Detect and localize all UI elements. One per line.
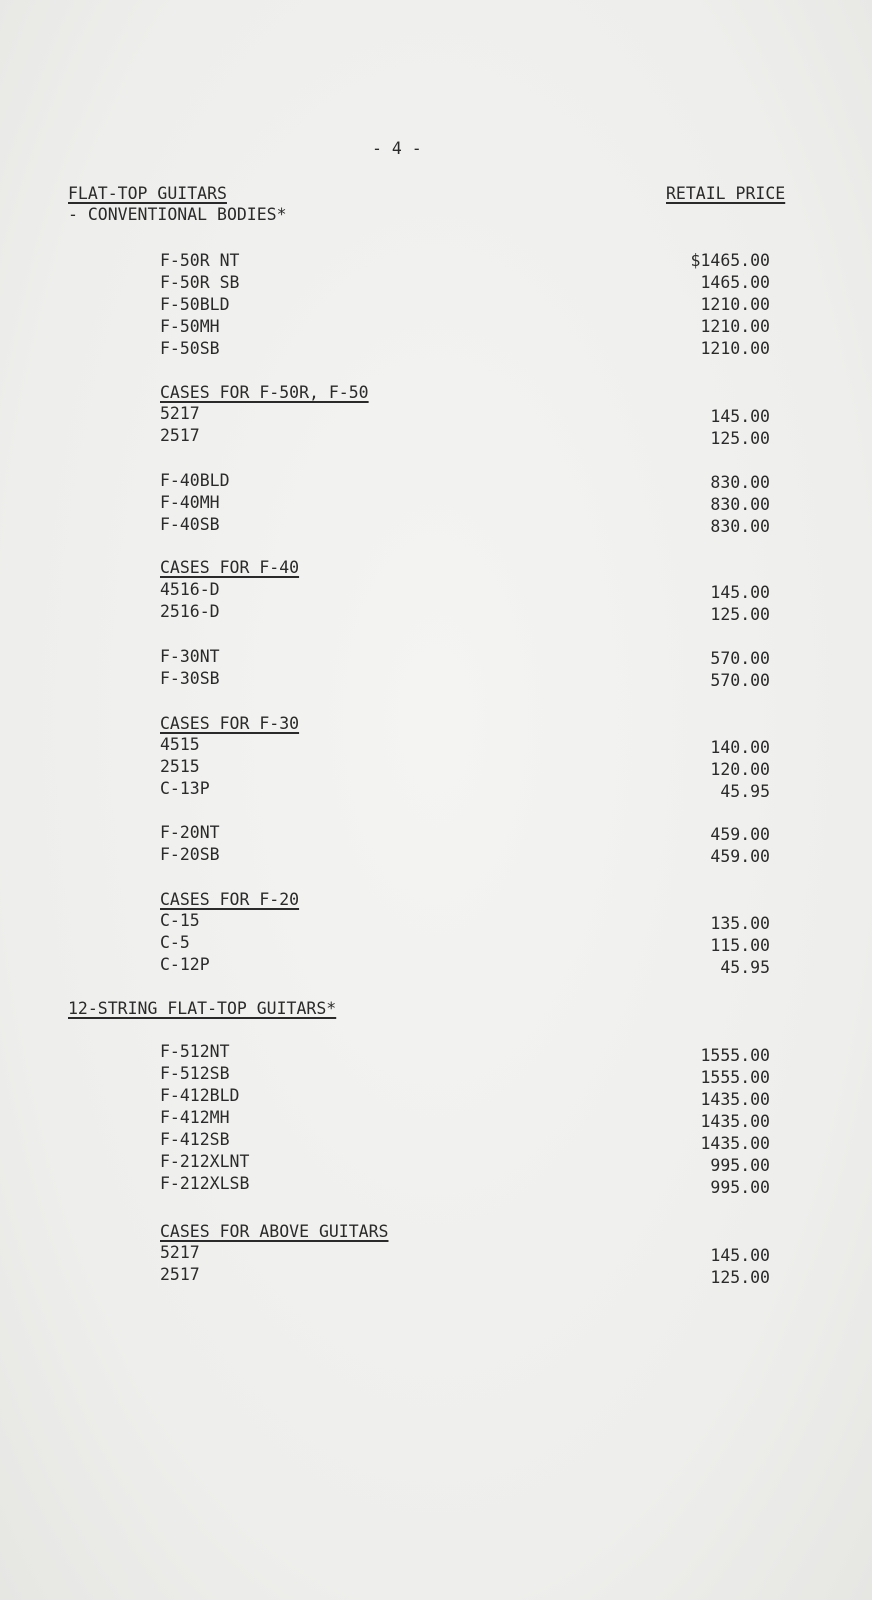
retail-price: 830.00 xyxy=(710,495,770,514)
model-name: C-15 xyxy=(160,911,200,930)
model-name: C-5 xyxy=(160,933,190,952)
model-name: C-12P xyxy=(160,955,210,974)
model-name: F-212XLNT xyxy=(160,1152,250,1171)
retail-price: 145.00 xyxy=(710,583,770,602)
retail-price: 830.00 xyxy=(710,473,770,492)
retail-price: 1210.00 xyxy=(700,339,770,358)
model-name: F-40BLD xyxy=(160,471,230,490)
retail-price: 1210.00 xyxy=(700,295,770,314)
cases-heading: CASES FOR F-30 xyxy=(160,714,300,733)
model-name: C-13P xyxy=(160,779,210,798)
model-name: 5217 xyxy=(160,404,200,423)
model-name: F-20NT xyxy=(160,823,220,842)
model-name: F-40MH xyxy=(160,493,220,512)
retail-price: 995.00 xyxy=(710,1178,770,1197)
retail-price: 140.00 xyxy=(710,738,770,757)
retail-price: 135.00 xyxy=(710,914,770,933)
model-name: 2515 xyxy=(160,757,200,776)
retail-price: 459.00 xyxy=(710,825,770,844)
retail-price: 45.95 xyxy=(720,958,770,977)
model-name: F-50BLD xyxy=(160,295,230,314)
model-name: F-50R NT xyxy=(160,251,240,270)
cases-heading: CASES FOR F-50R, F-50 xyxy=(160,383,369,402)
section-subheading-conventional: - CONVENTIONAL BODIES* xyxy=(68,205,287,224)
model-name: F-50MH xyxy=(160,317,220,336)
retail-price: 570.00 xyxy=(710,671,770,690)
retail-price: 115.00 xyxy=(710,936,770,955)
model-name: F-412BLD xyxy=(160,1086,240,1105)
retail-price: 145.00 xyxy=(710,407,770,426)
section-heading-flat-top: FLAT-TOP GUITARS xyxy=(68,184,227,203)
model-name: F-412MH xyxy=(160,1108,230,1127)
retail-price: 125.00 xyxy=(710,429,770,448)
retail-price: 1435.00 xyxy=(700,1134,770,1153)
model-name: F-50R SB xyxy=(160,273,240,292)
cases-heading: CASES FOR F-40 xyxy=(160,558,300,577)
retail-price: 120.00 xyxy=(710,760,770,779)
page-number: - 4 - xyxy=(372,139,422,158)
cases-heading: CASES FOR ABOVE GUITARS xyxy=(160,1222,389,1241)
retail-price: 1555.00 xyxy=(700,1046,770,1065)
retail-price: 1435.00 xyxy=(700,1112,770,1131)
model-name: 2516-D xyxy=(160,602,220,621)
model-name: F-20SB xyxy=(160,845,220,864)
retail-price: $1465.00 xyxy=(690,251,770,270)
model-name: 4516-D xyxy=(160,580,220,599)
retail-price: 830.00 xyxy=(710,517,770,536)
cases-heading: CASES FOR F-20 xyxy=(160,890,300,909)
model-name: 4515 xyxy=(160,735,200,754)
model-name: F-412SB xyxy=(160,1130,230,1149)
model-name: F-212XLSB xyxy=(160,1174,250,1193)
retail-price: 1210.00 xyxy=(700,317,770,336)
retail-price: 1435.00 xyxy=(700,1090,770,1109)
retail-price: 45.95 xyxy=(720,782,770,801)
retail-price: 459.00 xyxy=(710,847,770,866)
model-name: 2517 xyxy=(160,426,200,445)
model-name: F-512NT xyxy=(160,1042,230,1061)
model-name: F-30SB xyxy=(160,669,220,688)
model-name: F-30NT xyxy=(160,647,220,666)
retail-price: 145.00 xyxy=(710,1246,770,1265)
section-heading-12-string: 12-STRING FLAT-TOP GUITARS* xyxy=(68,999,337,1018)
model-name: F-40SB xyxy=(160,515,220,534)
retail-price: 125.00 xyxy=(710,1268,770,1287)
column-heading-retail-price: RETAIL PRICE xyxy=(666,184,786,203)
retail-price: 1465.00 xyxy=(700,273,770,292)
retail-price: 125.00 xyxy=(710,605,770,624)
model-name: F-50SB xyxy=(160,339,220,358)
model-name: F-512SB xyxy=(160,1064,230,1083)
retail-price: 1555.00 xyxy=(700,1068,770,1087)
model-name: 2517 xyxy=(160,1265,200,1284)
retail-price: 995.00 xyxy=(710,1156,770,1175)
retail-price: 570.00 xyxy=(710,649,770,668)
model-name: 5217 xyxy=(160,1243,200,1262)
